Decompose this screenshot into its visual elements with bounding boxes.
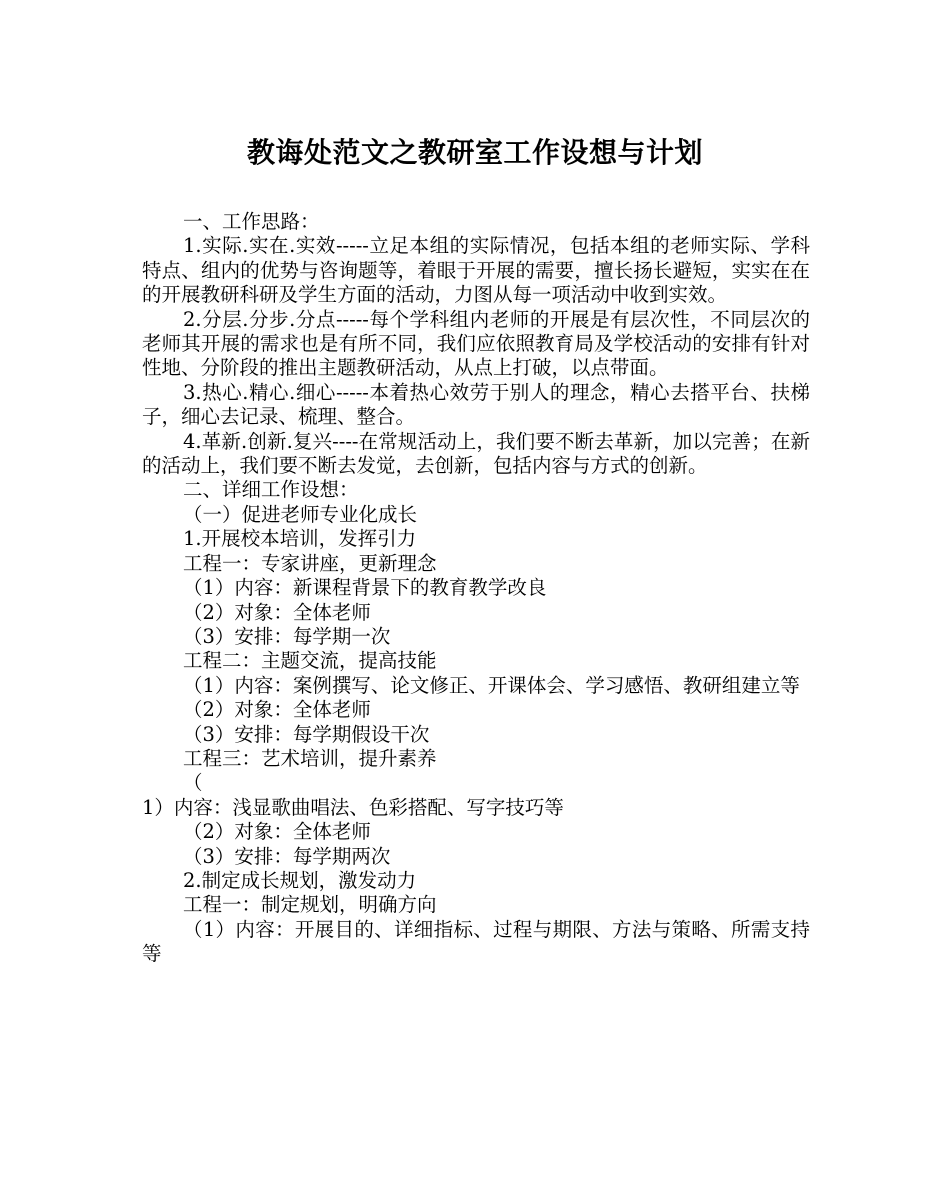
subsection-heading: （一）促进老师专业化成长 bbox=[183, 502, 418, 526]
paragraph: （1）内容：开展目的、详细指标、过程与期限、方法与策略、所需支持等 bbox=[142, 917, 810, 966]
paragraph: （1）内容：案例撰写、论文修正、开课体会、学习感悟、教研组建立等 bbox=[183, 673, 800, 697]
paragraph: 2.制定成长规划，激发动力 bbox=[183, 868, 417, 892]
paragraph: （2）对象：全体老师 bbox=[183, 600, 371, 624]
paragraph: （3）安排：每学期一次 bbox=[183, 624, 391, 648]
paragraph: （3）安排：每学期两次 bbox=[183, 844, 391, 868]
paragraph: （1）内容：新课程背景下的教育教学改良 bbox=[183, 576, 547, 600]
paragraph: 工程一：专家讲座，更新理念 bbox=[183, 551, 437, 575]
paragraph: 3.热心.精心.细心-----本着热心效劳于别人的理念，精心去搭平台、扶梯子，细心去记录、梳理、整合。 bbox=[142, 380, 810, 429]
paragraph: 工程一：制定规划，明确方向 bbox=[183, 893, 437, 917]
paragraph: （3）安排：每学期假设干次 bbox=[183, 722, 430, 746]
paragraph: 1）内容：浅显歌曲唱法、色彩搭配、写字技巧等 bbox=[142, 795, 564, 819]
paragraph: 1.开展校本培训，发挥引力 bbox=[183, 527, 417, 551]
section-heading: 二、详细工作设想： bbox=[183, 478, 359, 502]
paragraph: 2.分层.分步.分点-----每个学科组内老师的开展是有层次性，不同层次的老师其开展的需求也是有所不同，我们应依照教育局及学校活动的安排有针对性地、分阶段的推出主题教研活动，从点上打破，以点带面。 bbox=[142, 307, 810, 380]
paragraph: （ bbox=[183, 771, 203, 795]
paragraph: 工程二：主题交流，提高技能 bbox=[183, 649, 437, 673]
paragraph: （2）对象：全体老师 bbox=[183, 820, 371, 844]
paragraph: 一、工作思路： bbox=[183, 210, 320, 233]
document-title: 教诲处范文之教研室工作设想与计划 bbox=[246, 136, 703, 169]
paragraph: 工程三：艺术培训，提升素养 bbox=[183, 746, 437, 770]
paragraph: 1.实际.实在.实效-----立足本组的实际情况，包括本组的老师实际、学科特点、组内的优势与咨询题等，着眼于开展的需要，擅长扬长避短，实实在在的开展教研科研及学生方面的活动，力图从每一项活动中收到实效。 bbox=[142, 234, 810, 307]
paragraph: 4.革新.创新.复兴----在常规活动上，我们要不断去革新，加以完善；在新的活动上，我们要不断去发觉，去创新，包括内容与方式的创新。 bbox=[142, 429, 810, 478]
paragraph: （2）对象：全体老师 bbox=[183, 698, 371, 722]
document-body bbox=[142, 210, 810, 967]
